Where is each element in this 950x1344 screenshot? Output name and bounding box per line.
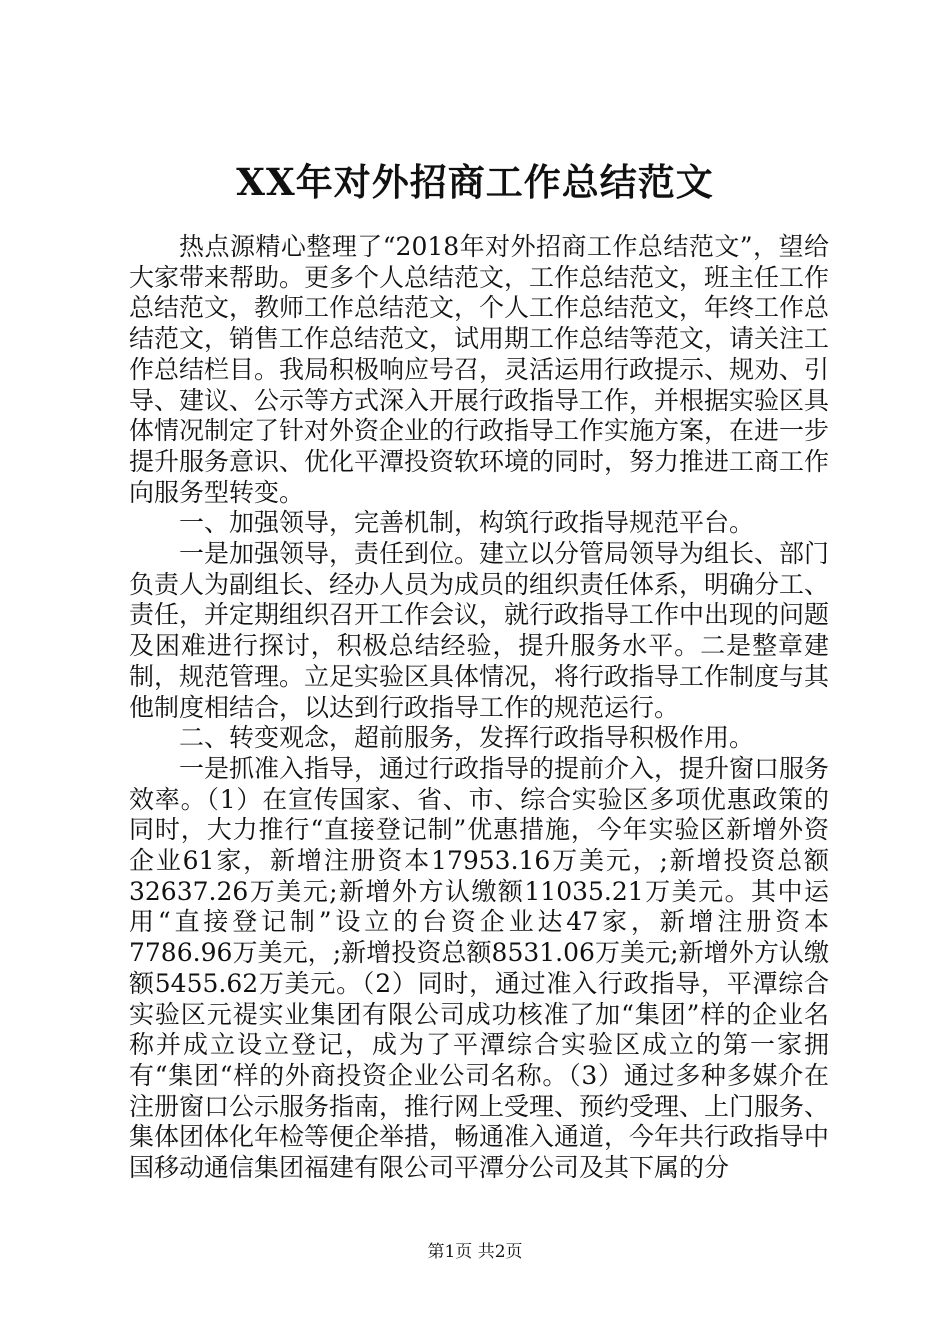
document-body — [129, 232, 829, 1184]
page-footer — [0, 1240, 950, 1264]
page-number: 第1页 — [427, 1242, 473, 1262]
paragraph-section-1-body: 一是加强领导，责任到位。建立以分管局领导为组长、部门负责人为副组长、经办人员为成员的组织责任体系，明确分工、责任，并定期组织召开工作会议，就行政指导工作中出现的问题及困难进行探讨，积极总结经验，提升服务水平。二是整章建制，规范管理。立足实验区具体情况，将行政指导工作制度与其他制度相结合，以达到行政指导工作的规范运行。 — [129, 539, 830, 722]
document-title: XX年对外招商工作总结范文 — [236, 160, 714, 204]
page-total: 共2页 — [477, 1242, 523, 1262]
paragraph-intro: 热点源精心整理了“2018年对外招商工作总结范文”，望给大家带来帮助。更多个人总结范文，工作总结范文，班主任工作总结范文，教师工作总结范文，个人工作总结范文，年终工作总结范文，销售工作总结范文，试用期工作总结等范文，请关注工作总结栏目。我局积极响应号召，灵活运用行政提示、规劝、引导、建议、公示等方式深入开展行政指导工作，并根据实验区具体情况制定了针对外资企业的行政指导工作实施方案，在进一步提升服务意识、优化平潭投资软环境的同时，努力推进工商工作向服务型转变。 — [129, 232, 830, 507]
paragraph-section-1-heading: 一、加强领导，完善机制，构筑行政指导规范平台。 — [179, 508, 755, 538]
paragraph-section-2-body: 一是抓准入指导，通过行政指导的提前介入，提升窗口服务效率。（1）在宣传国家、省、市、综合实验区多项优惠政策的同时，大力推行“直接登记制”优惠措施，今年实验区新增外资企业61家，新增注册资本17953.16万美元，;新增投资总额32637.26万美元;新增外方认缴额11035.21万美元。其中运用“直接登记制”设立的台资企业达47家，新增注册资本7786.96万美元，;新增投资总额8531.06万美元;新增外方认缴额5455.62万美元。（2）同时，通过准入行政指导，平潭综合实验区元禔实业集团有限公司成功核准了加“集团”样的企业名称并成立设立登记，成为了平潭综合实验区成立的第一家拥有“集团“样的外商投资企业公司名称。（3）通过多种多媒介在注册窗口公示服务指南，推行网上受理、预约受理、上门服务、集体团体化年检等便企举措，畅通准入通道，今年共行政指导中国移动通信集团福建有限公司平潭分公司及其下属的分 — [129, 753, 830, 1183]
paragraph-section-2-heading: 二、转变观念，超前服务，发挥行政指导积极作用。 — [179, 723, 755, 753]
